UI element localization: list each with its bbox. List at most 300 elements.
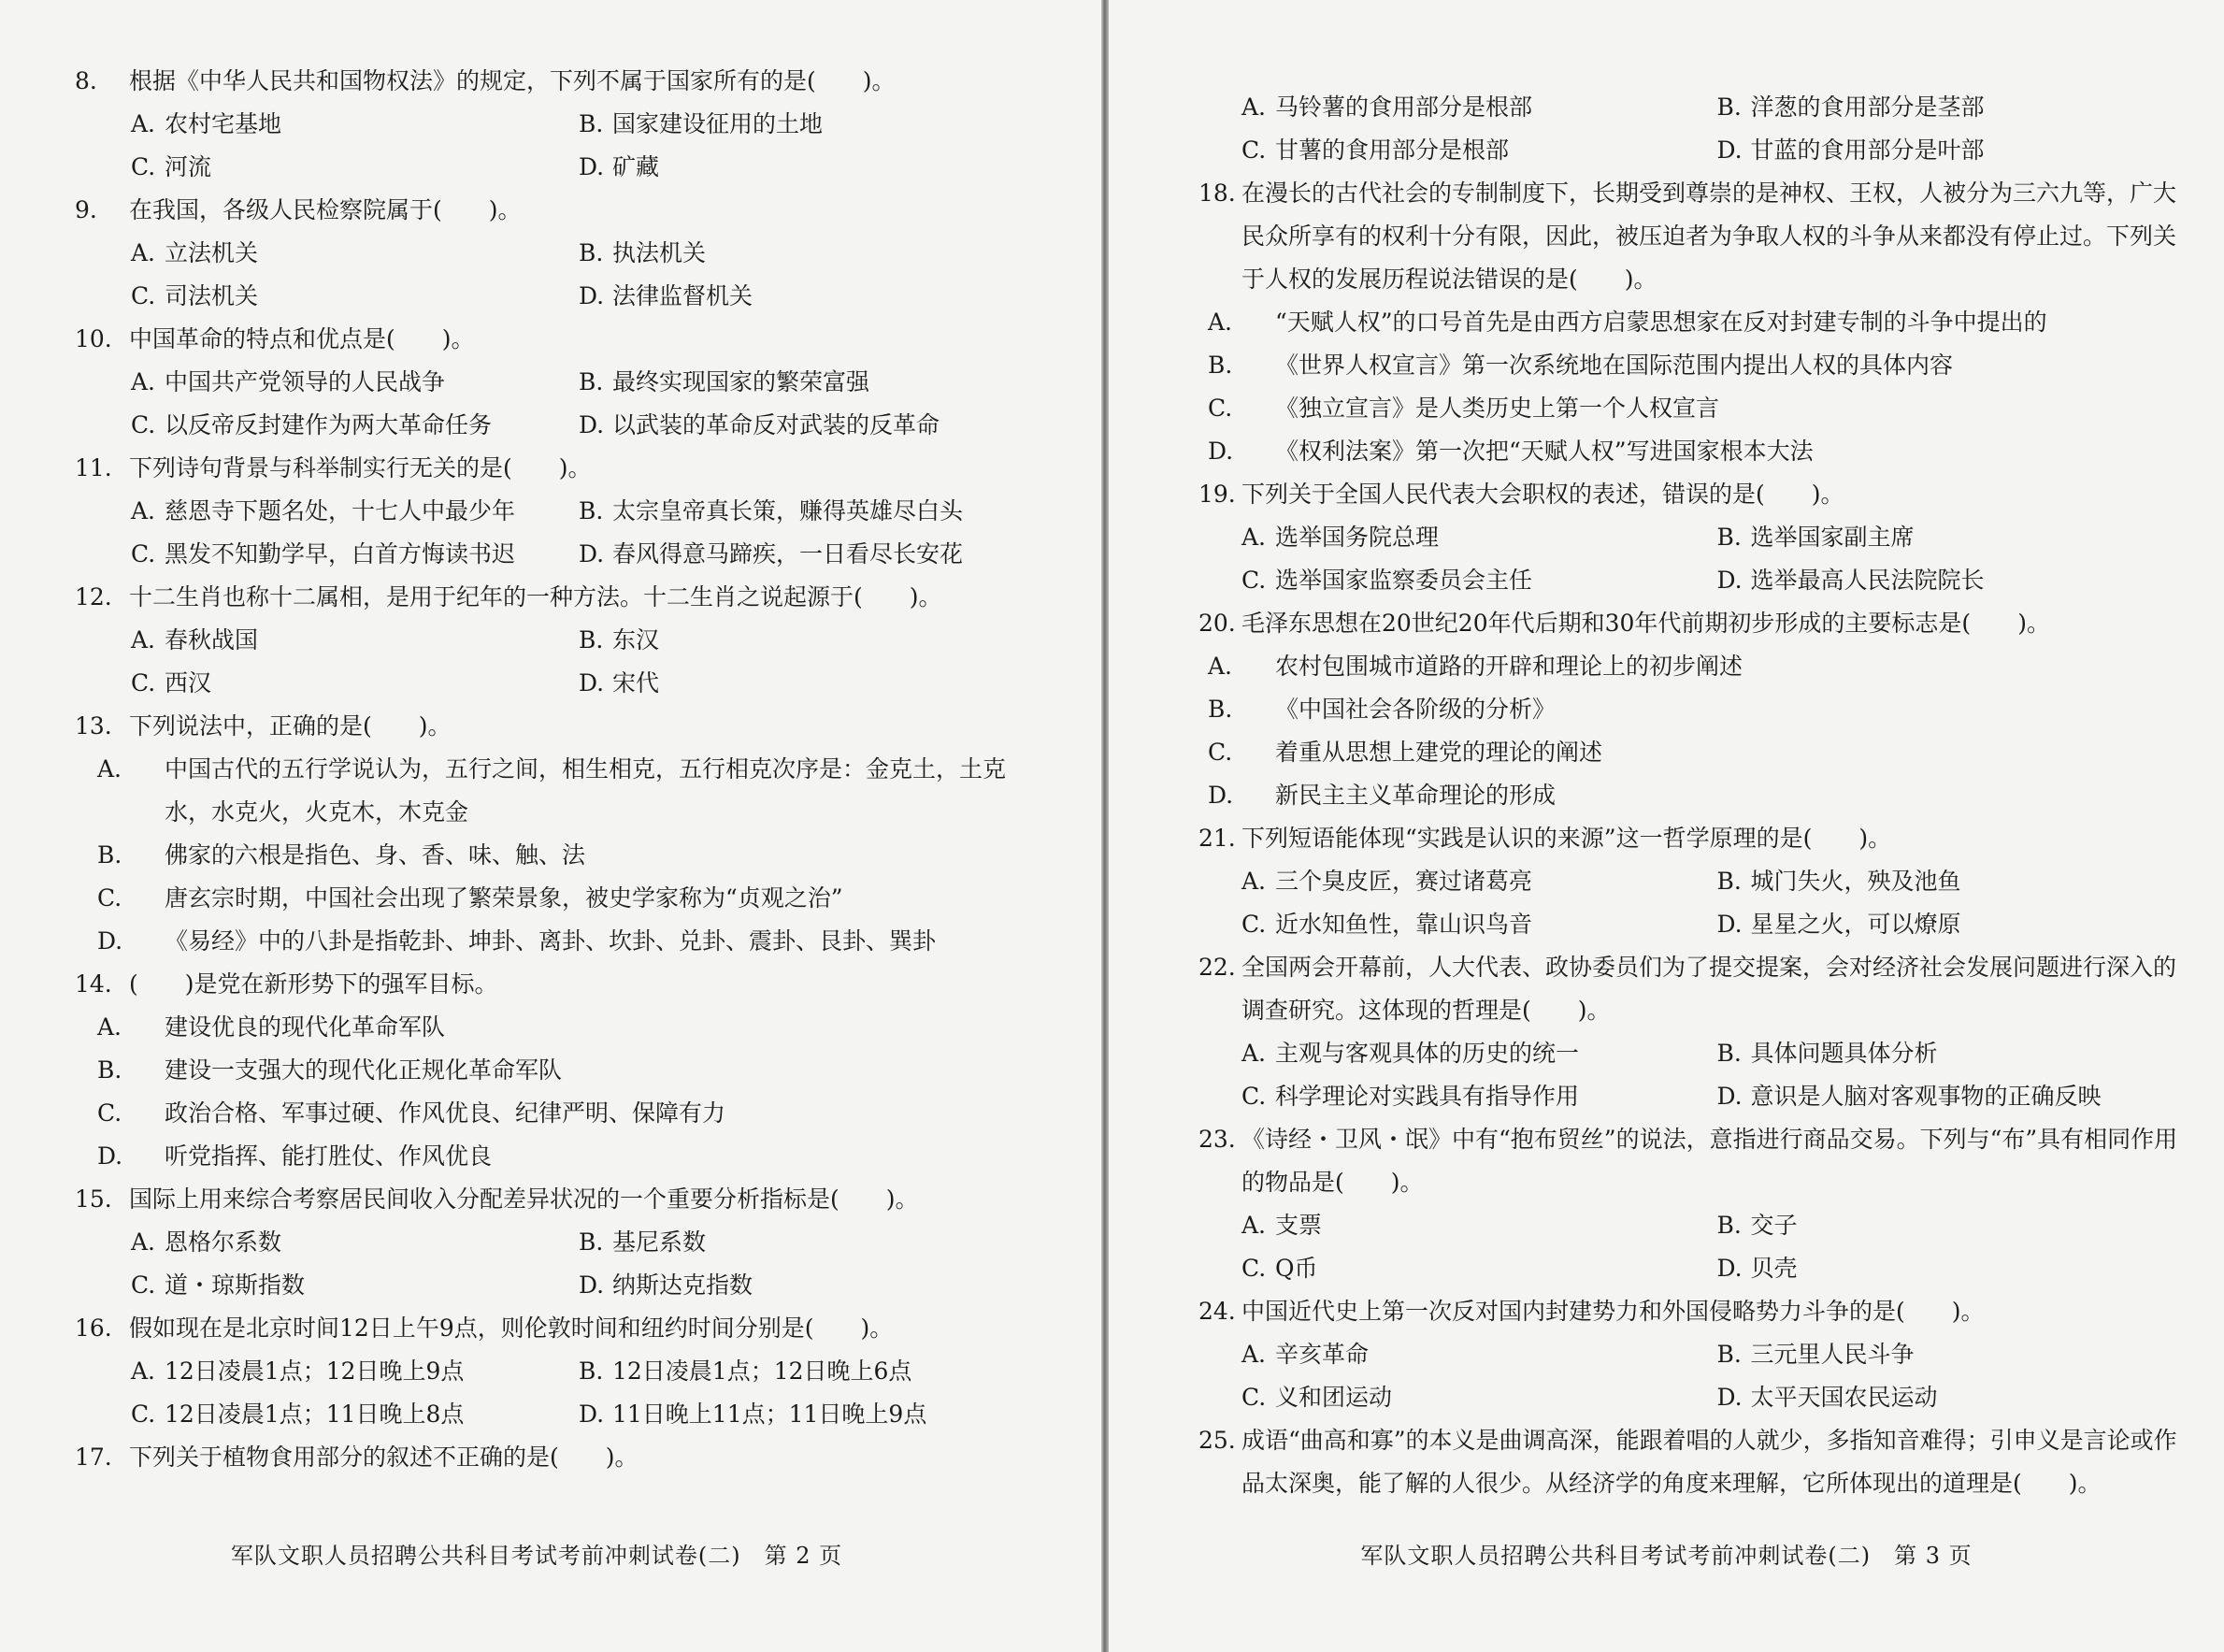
option-text: 政治合格、军事过硬、作风优良、纪律严明、保障有力 (165, 1099, 726, 1127)
option-text: 主观与客观具体的历史的统一 (1275, 1040, 1580, 1067)
option-text: 纳斯达克指数 (612, 1271, 753, 1299)
option (579, 361, 1026, 404)
option-text: 三元里人民斗争 (1750, 1341, 1915, 1368)
question-number: 9. (75, 196, 97, 223)
question (75, 318, 1026, 447)
option-letter: C. (131, 153, 156, 180)
option (1241, 1032, 1717, 1075)
option (1208, 774, 2192, 817)
option (1241, 1204, 1717, 1247)
question-options (1198, 301, 2192, 473)
option-text: 新民主主义革命理论的形成 (1275, 782, 1557, 809)
option-letter: B. (1208, 352, 1233, 379)
question-text: 《诗经・卫风・氓》中有“抱布贸丝”的说法，意指进行商品交易。下列与“布”具有相同作用的物品是( )。 (1241, 1126, 2178, 1196)
option-letter: D. (1716, 1083, 1743, 1110)
option (1241, 860, 1717, 903)
option-letter: A. (131, 497, 156, 524)
option-letter: D. (1208, 782, 1234, 809)
option (1208, 688, 2192, 731)
option-letter: C. (131, 411, 156, 438)
option (131, 490, 579, 533)
option-letter: B. (97, 1056, 122, 1084)
option-text: 道・琼斯指数 (165, 1271, 306, 1299)
question-options (75, 361, 1026, 447)
option-letter: A. (1241, 1040, 1267, 1067)
question-stem (75, 1178, 1026, 1221)
question-number: 24. (1198, 1298, 1236, 1325)
option-letter: B. (579, 110, 604, 137)
option-text: “天赋人权”的口号首先是由西方启蒙思想家在反对封建专制的斗争中提出的 (1275, 309, 2047, 336)
option-text: 《世界人权宣言》第一次系统地在国际范围内提出人权的具体内容 (1275, 352, 1954, 379)
option-text: 司法机关 (165, 282, 259, 309)
option (579, 275, 1026, 318)
question-number: 25. (1198, 1427, 1236, 1454)
question (75, 963, 1026, 1178)
option (579, 662, 1026, 705)
option (579, 404, 1026, 447)
question-text: 下列短语能体现“实践是认识的来源”这一哲学原理的是( )。 (1241, 825, 1892, 852)
option-text: 着重从思想上建党的理论的阐述 (1275, 739, 1603, 766)
question-text: 下列关于全国人民代表大会职权的表述，错误的是( )。 (1241, 481, 1844, 508)
option-text: 宋代 (612, 669, 660, 697)
option-letter: A. (131, 1228, 156, 1256)
option-text: 城门失火，殃及池鱼 (1750, 868, 1961, 895)
option-text: 选举国务院总理 (1275, 524, 1440, 551)
option (1717, 860, 2193, 903)
option-text: 建设一支强大的现代化正规化革命军队 (165, 1056, 563, 1084)
option-text: 法律监督机关 (612, 282, 753, 309)
option (1241, 1075, 1717, 1118)
option-text: 马铃薯的食用部分是根部 (1275, 93, 1533, 121)
question-number: 14. (75, 970, 112, 998)
question-stem (1198, 1290, 2192, 1333)
option (131, 146, 579, 189)
option-text: 12日凌晨1点；11日晚上8点 (165, 1401, 465, 1428)
question-stem (75, 576, 1026, 619)
option-text: 西汉 (165, 669, 212, 697)
question-stem (1198, 602, 2192, 645)
question-options (75, 748, 1026, 963)
option-letter: A. (131, 1358, 156, 1385)
question-options (75, 103, 1026, 189)
question-number: 18. (1198, 180, 1236, 207)
option-letter: D. (1716, 911, 1743, 938)
question-text: 国际上用来综合考察居民间收入分配差异状况的一个重要分析指标是( )。 (129, 1185, 919, 1213)
option-text: 支票 (1275, 1212, 1323, 1239)
question-stem (1198, 1419, 2192, 1505)
option-letter: D. (579, 1271, 605, 1299)
question-stem (1198, 946, 2192, 1032)
option-text: 星星之火，可以燎原 (1750, 911, 1961, 938)
option (579, 1350, 1026, 1393)
option-text: 洋葱的食用部分是茎部 (1750, 93, 1985, 121)
option-text: 农村宅基地 (165, 110, 282, 137)
option (579, 1393, 1026, 1436)
option (579, 490, 1026, 533)
question-number: 23. (1198, 1126, 1236, 1153)
option-letter: D. (1716, 1384, 1743, 1411)
option (97, 877, 1026, 920)
option-letter: C. (1208, 395, 1233, 422)
option-text: 12日凌晨1点；12日晚上6点 (612, 1358, 912, 1385)
question-number: 16. (75, 1314, 112, 1342)
option-text: 春秋战国 (165, 626, 259, 654)
option (131, 1350, 579, 1393)
option-text: 恩格尔系数 (165, 1228, 282, 1256)
question-options (75, 490, 1026, 576)
question-text: 在我国，各级人民检察院属于( )。 (129, 196, 522, 223)
question-text: 下列诗句背景与科举制实行无关的是( )。 (129, 454, 592, 481)
option (1241, 1333, 1717, 1376)
option-letter: C. (1241, 1255, 1267, 1282)
option-text: 选举国家监察委员会主任 (1275, 567, 1533, 594)
option-text: 以武装的革命反对武装的反革命 (612, 411, 940, 438)
option (131, 1264, 579, 1307)
question-options (1198, 1204, 2192, 1290)
option (97, 748, 1026, 834)
question-text: 假如现在是北京时间12日上午9点，则伦敦时间和纽约时间分别是( )。 (129, 1314, 894, 1342)
option-letter: A. (1208, 309, 1233, 336)
option-text: 以反帝反封建作为两大革命任务 (165, 411, 493, 438)
question (75, 576, 1026, 705)
option-letter: C. (1241, 911, 1267, 938)
question (1198, 946, 2192, 1118)
question-text: 成语“曲高和寡”的本义是曲调高深，能跟着唱的人就少，多指知音难得；引申义是言论或作品太深奥，能了解的人很少。从经济学的角度来理解，它所体现出的道理是( )。 (1241, 1427, 2177, 1497)
option-text: 听党指挥、能打胜仗、作风优良 (165, 1142, 493, 1170)
option (131, 662, 579, 705)
question-stem (75, 60, 1026, 103)
option-text: 《独立宣言》是人类历史上第一个人权宣言 (1275, 395, 1720, 422)
option-letter: D. (579, 282, 605, 309)
option-text: 近水知鱼性，靠山识鸟音 (1275, 911, 1533, 938)
option-text: 最终实现国家的繁荣富强 (612, 368, 870, 395)
option-letter: D. (579, 153, 605, 180)
option-text: 国家建设征用的土地 (612, 110, 824, 137)
question (1198, 1419, 2192, 1505)
option (1717, 86, 2193, 129)
question-text: 中国近代史上第一次反对国内封建势力和外国侵略势力斗争的是( )。 (1241, 1298, 1985, 1325)
question-stem (75, 447, 1026, 490)
option (1717, 129, 2193, 172)
option-text: 意识是人脑对客观事物的正确反映 (1750, 1083, 2102, 1110)
option-text: 交子 (1750, 1212, 1798, 1239)
option-letter: C. (1241, 567, 1267, 594)
question (1198, 1290, 2192, 1419)
option (97, 1006, 1026, 1049)
book-gutter (1101, 0, 1109, 1652)
option-text: 佛家的六根是指色、身、香、味、触、法 (165, 841, 586, 869)
option-letter: A. (131, 368, 156, 395)
option-letter: D. (579, 1401, 605, 1428)
option-letter: C. (1208, 739, 1233, 766)
option-text: 河流 (165, 153, 212, 180)
option-letter: A. (131, 239, 156, 266)
question-text: 根据《中华人民共和国物权法》的规定，下列不属于国家所有的是( )。 (129, 67, 896, 94)
option-letter: B. (579, 239, 604, 266)
option (1241, 1247, 1717, 1290)
option (1717, 903, 2193, 946)
question-options (1198, 1333, 2192, 1419)
option-letter: A. (1241, 868, 1267, 895)
question-number: 10. (75, 325, 112, 352)
option-letter: B. (1716, 93, 1742, 121)
option-text: 农村包围城市道路的开辟和理论上的初步阐述 (1275, 653, 1743, 680)
option (1241, 559, 1717, 602)
question-options (75, 1350, 1026, 1436)
option-text: 贝壳 (1750, 1255, 1798, 1282)
page-footer: 军队文职人员招聘公共科目考试考前冲刺试卷(二) 第 2 页 (230, 1543, 843, 1569)
option-letter: C. (1241, 136, 1267, 164)
option (1717, 1333, 2193, 1376)
question-number: 8. (75, 67, 97, 94)
question-stem (75, 963, 1026, 1006)
option-letter: D. (97, 1142, 123, 1170)
question-options (1198, 1032, 2192, 1118)
option-text: 甘蓝的食用部分是叶部 (1750, 136, 1985, 164)
option-text: 慈恩寺下题名处，十七人中最少年 (165, 497, 516, 524)
option-text: 太宗皇帝真长策，赚得英雄尽白头 (612, 497, 964, 524)
question (75, 60, 1026, 189)
question (1198, 602, 2192, 817)
option (1208, 731, 2192, 774)
option (1208, 387, 2192, 430)
question-stem (1198, 817, 2192, 860)
option (1717, 516, 2193, 559)
option-letter: C. (1241, 1083, 1267, 1110)
option-text: 执法机关 (612, 239, 707, 266)
question-stem (75, 705, 1026, 748)
option-text: 具体问题具体分析 (1750, 1040, 1938, 1067)
option-text: 三个臭皮匠，赛过诸葛亮 (1275, 868, 1533, 895)
question (75, 189, 1026, 318)
option-letter: B. (579, 626, 604, 654)
option (97, 1135, 1026, 1178)
question-options (75, 1221, 1026, 1307)
option (131, 275, 579, 318)
option-text: 基尼系数 (612, 1228, 707, 1256)
option (131, 404, 579, 447)
question-number: 17. (75, 1444, 112, 1471)
question-options (75, 232, 1026, 318)
question-text: 在漫长的古代社会的专制制度下，长期受到尊崇的是神权、王权，人被分为三六九等，广大民众所享有的权利十分有限，因此，被压迫者为争取人权的斗争从来都没有停止过。下列关于人权的发展历程说法错误的是( )。 (1241, 180, 2177, 293)
option (1208, 301, 2192, 344)
option-text: 春风得意马蹄疾，一日看尽长安花 (612, 540, 964, 567)
right-page (1109, 0, 2224, 1652)
option (1208, 430, 2192, 473)
option-text: 12日凌晨1点；12日晚上9点 (165, 1358, 465, 1385)
option-text: 立法机关 (165, 239, 259, 266)
question-text: 十二生肖也称十二属相，是用于纪年的一种方法。十二生肖之说起源于( )。 (129, 583, 942, 611)
option (97, 1049, 1026, 1092)
question-options (75, 619, 1026, 705)
question-text: 中国革命的特点和优点是( )。 (129, 325, 475, 352)
option-text: 矿藏 (612, 153, 660, 180)
option-text: Q币 (1275, 1255, 1318, 1282)
option (1241, 86, 1717, 129)
option-letter: D. (1716, 567, 1743, 594)
question (75, 1307, 1026, 1436)
option-letter: D. (1208, 438, 1234, 465)
question-text: ( )是党在新形势下的强军目标。 (129, 970, 498, 998)
option-letter: B. (1716, 1341, 1742, 1368)
question-options (75, 1006, 1026, 1178)
question-number: 19. (1198, 481, 1236, 508)
option-text: 科学理论对实践具有指导作用 (1275, 1083, 1580, 1110)
option (1208, 645, 2192, 688)
option-letter: C. (131, 540, 156, 567)
q17-options (1198, 86, 2192, 172)
option (131, 232, 579, 275)
page-footer: 军队文职人员招聘公共科目考试考前冲刺试卷(二) 第 3 页 (1360, 1543, 1973, 1569)
option-letter: C. (131, 282, 156, 309)
option-letter: B. (579, 1358, 604, 1385)
question-options (1198, 645, 2192, 817)
option (1717, 559, 2193, 602)
option-text: 中国共产党领导的人民战争 (165, 368, 446, 395)
option-letter: A. (1208, 653, 1233, 680)
option-letter: A. (1241, 1212, 1267, 1239)
question-stem (1198, 172, 2192, 301)
question-options (1198, 860, 2192, 946)
question (75, 1436, 1026, 1479)
option-text: 太平天国农民运动 (1750, 1384, 1938, 1411)
option (131, 103, 579, 146)
option (579, 103, 1026, 146)
question-number: 22. (1198, 954, 1236, 981)
question-stem (1198, 1118, 2192, 1204)
option-letter: C. (131, 1271, 156, 1299)
option (97, 1092, 1026, 1135)
option-letter: A. (131, 626, 156, 654)
option (1241, 903, 1717, 946)
question (75, 705, 1026, 963)
question-stem (75, 1307, 1026, 1350)
question (1198, 473, 2192, 602)
option (1717, 1247, 2193, 1290)
option (579, 232, 1026, 275)
question (1198, 172, 2192, 473)
question-options (1198, 516, 2192, 602)
option-text: 《权利法案》第一次把“天赋人权”写进国家根本大法 (1275, 438, 1814, 465)
option-letter: D. (1716, 1255, 1743, 1282)
option (1241, 1376, 1717, 1419)
option-text: 义和团运动 (1275, 1384, 1393, 1411)
question-text: 全国两会开幕前，人大代表、政协委员们为了提交提案，会对经济社会发展问题进行深入的调查研究。这体现的哲理是( )。 (1241, 954, 2177, 1024)
question-number: 20. (1198, 610, 1236, 637)
question-number: 12. (75, 583, 112, 611)
option (1717, 1032, 2193, 1075)
option-text: 建设优良的现代化革命军队 (165, 1013, 446, 1041)
option-text: 唐玄宗时期，中国社会出现了繁荣景象，被史学家称为“贞观之治” (165, 884, 843, 912)
option (1717, 1204, 2193, 1247)
option-letter: D. (579, 411, 605, 438)
question-number: 11. (75, 454, 112, 481)
question-stem (75, 189, 1026, 232)
question-text: 下列说法中，正确的是( )。 (129, 712, 452, 740)
option (1241, 516, 1717, 559)
option (579, 1264, 1026, 1307)
option-letter: C. (1241, 1384, 1267, 1411)
option (97, 920, 1026, 963)
question-stem (1198, 473, 2192, 516)
option-letter: C. (131, 669, 156, 697)
option-letter: C. (131, 1401, 156, 1428)
option-letter: D. (97, 927, 123, 955)
option-letter: B. (1716, 868, 1742, 895)
question-number: 13. (75, 712, 112, 740)
option-letter: B. (579, 368, 604, 395)
question-number: 15. (75, 1185, 112, 1213)
question-number: 21. (1198, 825, 1236, 852)
option-letter: D. (579, 540, 605, 567)
option-letter: A. (131, 110, 156, 137)
option-letter: B. (97, 841, 122, 869)
left-question-list (75, 60, 1026, 1479)
option-letter: B. (579, 497, 604, 524)
option-letter: C. (97, 1099, 122, 1127)
option-letter: D. (579, 669, 605, 697)
option-text: 中国古代的五行学说认为，五行之间，相生相克，五行相克次序是：金克土，土克水，水克火，火克木，木克金 (165, 755, 1007, 826)
left-page (0, 0, 1101, 1652)
option (579, 146, 1026, 189)
option (579, 1221, 1026, 1264)
question (75, 447, 1026, 576)
option-letter: B. (1208, 696, 1233, 723)
question-text: 下列关于植物食用部分的叙述不正确的是( )。 (129, 1444, 639, 1471)
option (131, 533, 579, 576)
question (1198, 1118, 2192, 1290)
option-letter: A. (97, 755, 122, 783)
option (1241, 129, 1717, 172)
option-letter: C. (97, 884, 122, 912)
question-stem (75, 318, 1026, 361)
option (1717, 1075, 2193, 1118)
option-letter: A. (1241, 524, 1267, 551)
option-text: 甘薯的食用部分是根部 (1275, 136, 1510, 164)
option-text: 辛亥革命 (1275, 1341, 1370, 1368)
option-letter: B. (1716, 1040, 1742, 1067)
option-text: 11日晚上11点；11日晚上9点 (612, 1401, 927, 1428)
option-letter: A. (1241, 93, 1267, 121)
option-text: 东汉 (612, 626, 660, 654)
option-letter: B. (579, 1228, 604, 1256)
option (579, 619, 1026, 662)
option (97, 834, 1026, 877)
option-text: 黑发不知勤学早，白首方悔读书迟 (165, 540, 516, 567)
option-letter: B. (1716, 524, 1742, 551)
question-text: 毛泽东思想在20世纪20年代后期和30年代前期初步形成的主要标志是( )。 (1241, 610, 2050, 637)
question (1198, 817, 2192, 946)
option-letter: D. (1716, 136, 1743, 164)
option (1208, 344, 2192, 387)
question (75, 1178, 1026, 1307)
option (131, 1393, 579, 1436)
option-letter: B. (1716, 1212, 1742, 1239)
question-stem (75, 1436, 1026, 1479)
option-letter: A. (1241, 1341, 1267, 1368)
right-question-list (1198, 172, 2192, 1505)
option-text: 选举国家副主席 (1750, 524, 1915, 551)
option-letter: A. (97, 1013, 122, 1041)
option-text: 选举最高人民法院院长 (1750, 567, 1985, 594)
option (579, 533, 1026, 576)
option (131, 619, 579, 662)
option (131, 1221, 579, 1264)
option (1717, 1376, 2193, 1419)
option-text: 《中国社会各阶级的分析》 (1275, 696, 1557, 723)
option-text: 《易经》中的八卦是指乾卦、坤卦、离卦、坎卦、兑卦、震卦、艮卦、巽卦 (165, 927, 937, 955)
option (131, 361, 579, 404)
